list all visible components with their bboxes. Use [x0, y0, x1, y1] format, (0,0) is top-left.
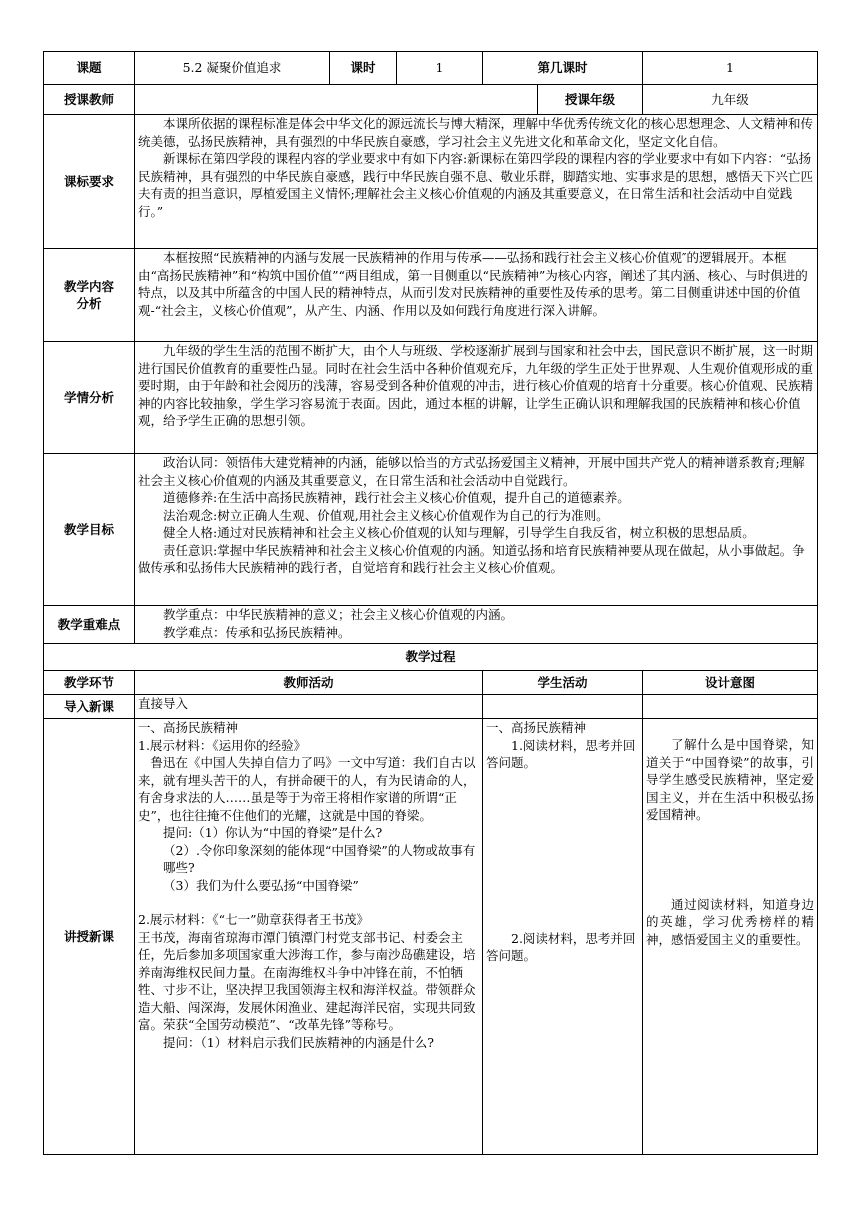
- spacer: [486, 772, 639, 930]
- spacer: [646, 824, 814, 896]
- design-intent-1: 了解什么是中国脊梁，知道关于“中国脊梁”的故事，引导学生感受民族精神，坚定爱国主义，并在生活中积极弘扬爱国精神。: [646, 737, 815, 822]
- teacher-section-heading: 一、高扬民族精神: [138, 720, 239, 735]
- teacher-label: 授课教师: [44, 85, 135, 115]
- grade-label: 授课年级: [538, 85, 643, 115]
- objectives-content: [135, 454, 818, 606]
- column-design-intent: 设计意图: [643, 671, 818, 695]
- teacher-question-2: （2）.令你印象深刻的能体现“中国脊梁”的人物或故事有哪些?: [163, 842, 476, 875]
- column-student-activity: 学生活动: [483, 671, 643, 695]
- topic-label: 课题: [44, 52, 135, 85]
- content-analysis-content: [135, 249, 818, 342]
- which-lesson-label: 第几课时: [483, 52, 643, 85]
- teacher-value: [135, 85, 538, 115]
- standards-paragraph-2: 新课标在第四学段的课程内容的学业要求中有如下内容:新课标在第四学段的课程内容的学业要求中有如下内容：“弘扬民族精神，具有强烈的中华民族自豪感，践行中华民族自强不息、敬业乐群，脚踏实地、实事求是的思想，感悟天下兴亡匹夫有责的担当意识，厚植爱国主义情怀;理解社会主义核心价值观的内涵及其重要意义，在日常生活和社会活动中自觉践行。”: [138, 151, 814, 219]
- student-analysis-label: 学情分析: [44, 342, 135, 454]
- which-lesson-value: 1: [643, 52, 818, 85]
- new-lesson-teacher-activity: [135, 719, 483, 1155]
- teacher-question-1: 提问:（1）你认为“中国的脊梁”是什么?: [163, 825, 383, 840]
- intro-stage-label: 导入新课: [44, 695, 135, 719]
- teacher-material-1-text: 鲁迅在《中国人失掉自信力了吗》一文中写道：我们自古以来，就有埋头苦干的人，有拼命硬干的人，有为民请命的人，有舍身求法的人……虽是等于为帝王将相作家谱的所谓“正史”，也往往掩不住他们的光耀，这就是中国的脊梁。: [138, 755, 476, 823]
- objective-political: 政治认同：领悟伟大建党精神的内涵，能够以恰当的方式弘扬爱国主义精神，开展中国共产党人的精神谱系教育;理解社会主义核心价值观的内涵及其重要意义，在日常生活和社会活动中自觉践行。: [138, 455, 805, 488]
- grade-value: 九年级: [643, 85, 818, 115]
- standards-content: [135, 115, 818, 249]
- lesson-plan-table: [43, 51, 818, 1155]
- content-analysis-label: [44, 249, 135, 342]
- column-stage: 教学环节: [44, 671, 135, 695]
- new-lesson-design-intent: [643, 719, 818, 1155]
- keypoint-focus: 教学重点：中华民族精神的意义；社会主义核心价值观的内涵。: [163, 607, 514, 622]
- intro-teacher-activity: 直接导入: [135, 695, 483, 719]
- intro-design-intent: [643, 695, 818, 719]
- standards-label: 课标要求: [44, 115, 135, 249]
- process-title: 教学过程: [44, 644, 818, 671]
- student-analysis-content: [135, 342, 818, 454]
- objective-law: 法治观念:树立正确人生观、价值观,用社会主义核心价值观作为自己的行为准则。: [163, 507, 609, 523]
- teacher-material-1-title: 1.展示材料：《运用你的经验》: [138, 737, 307, 753]
- student-analysis-paragraph: 九年级的学生生活的范围不断扩大，由个人与班级、学校逐渐扩展到与国家和社会中去，国民意识不断扩展，这一时期进行国民价值教育的重要性凸显。同时在社会生活中各种价值观充斥，九年级的学生正处于世界观、人生观价值观形成的重要时期，由于年龄和社会阅历的浅薄，容易受到各种价值观的冲击，进行核心价值观的培育十分重要。核心价值观、民族精神的内容比较抽象，学生学习容易流于表面。因此，通过本框的讲解，让学生正确认识和理解我国的民族精神和核心价值观，给予学生正确的思想引领。: [138, 343, 814, 428]
- teacher-material-2-title: 2.展示材料：《“七一”勋章获得者王书茂》: [138, 912, 369, 927]
- keypoints-content: [135, 606, 818, 644]
- column-teacher-activity: 教师活动: [135, 671, 483, 695]
- spacer: [646, 719, 814, 736]
- teacher-question-3: （3）我们为什么要弘扬“中国脊梁”: [163, 877, 359, 893]
- teacher-question-4: 提问：（1）材料启示我们民族精神的内涵是什么?: [163, 1034, 434, 1050]
- keypoint-difficulty: 教学难点：传承和弘扬民族精神。: [163, 624, 351, 640]
- student-activity-2: 2.阅读材料，思考并回答问题。: [486, 930, 636, 963]
- hours-label: 课时: [330, 52, 397, 85]
- student-section-heading: 一、高扬民族精神: [486, 720, 587, 735]
- new-lesson-student-activity: [483, 719, 643, 1155]
- objective-responsibility: 责任意识:掌握中华民族精神和社会主义核心价值观的内涵。知道弘扬和培育民族精神要从现在做起，从小事做起。争做传承和弘扬伟大民族精神的践行者，自觉培育和践行社会主义核心价值观。: [138, 542, 805, 575]
- teacher-material-2-text: 王书茂，海南省琼海市潭门镇潭门村党支部书记、村委会主任，先后参加多项国家重大涉海工作，参与南沙岛礁建设，培养南海维权民间力量。在南海维权斗争中冲锋在前，不怕牺牲、寸步不让，坚决捍卫我国领海主权和海洋权益。带领群众造大船、闯深海，发展休闲渔业、建起海洋民宿，实现共同致富。荣获“全国劳动模范”、“改革先锋”等称号。: [138, 929, 476, 1032]
- objective-moral: 道德修养:在生活中高扬民族精神，践行社会主义核心价值观，提升自己的道德素养。: [163, 490, 630, 505]
- intro-student-activity: [483, 695, 643, 719]
- design-intent-2: 通过阅读材料，知道身边的英雄，学习优秀榜样的精神，感悟爱国主义的重要性。: [646, 896, 815, 947]
- standards-paragraph-1: 本课所依据的课程标准是体会中华文化的源远流长与博大精深，理解中华优秀传统文化的核心思想理念、人文精神和传统美德，弘扬民族精神，具有强烈的中华民族自豪感，学习社会主义先进文化和革命文化，坚定文化自信。: [138, 116, 814, 149]
- hours-value: 1: [397, 52, 483, 85]
- objectives-label: 教学目标: [44, 454, 135, 606]
- content-analysis-label-line2: 分析: [76, 296, 102, 311]
- content-analysis-paragraph: 本框按照“民族精神的内涵与发展一民族精神的作用与传承——弘扬和践行社会主义核心价值观″的逻辑展开。本框由“高扬民族精神”和“构筑中国价值”“两目组成，第一目侧重以“民族精神”为核心内容，阐述了其内涵、核心、与时俱进的特点，以及其中所蕴含的中国人民的精神特点，从而引发对民族精神的重要性及传承的思考。第二目侧重讲述中国的价值观-“社会主，义核心价值观”，从产生、内涵、作用以及如何践行角度进行深入讲解。: [138, 250, 808, 318]
- keypoints-label: 教学重难点: [44, 606, 135, 644]
- topic-value: 5.2 凝聚价值追求: [135, 52, 330, 85]
- content-analysis-label-line1: 教学内容: [63, 278, 114, 294]
- spacer: [138, 894, 479, 911]
- new-lesson-stage-label: 讲授新课: [44, 719, 135, 1155]
- student-activity-1: 1.阅读材料，思考并回答问题。: [486, 737, 636, 770]
- objective-personality: 健全人格:通过对民族精神和社会主义核心价值观的认知与理解，引导学生自我反省，树立积极的思想品质。: [163, 525, 755, 540]
